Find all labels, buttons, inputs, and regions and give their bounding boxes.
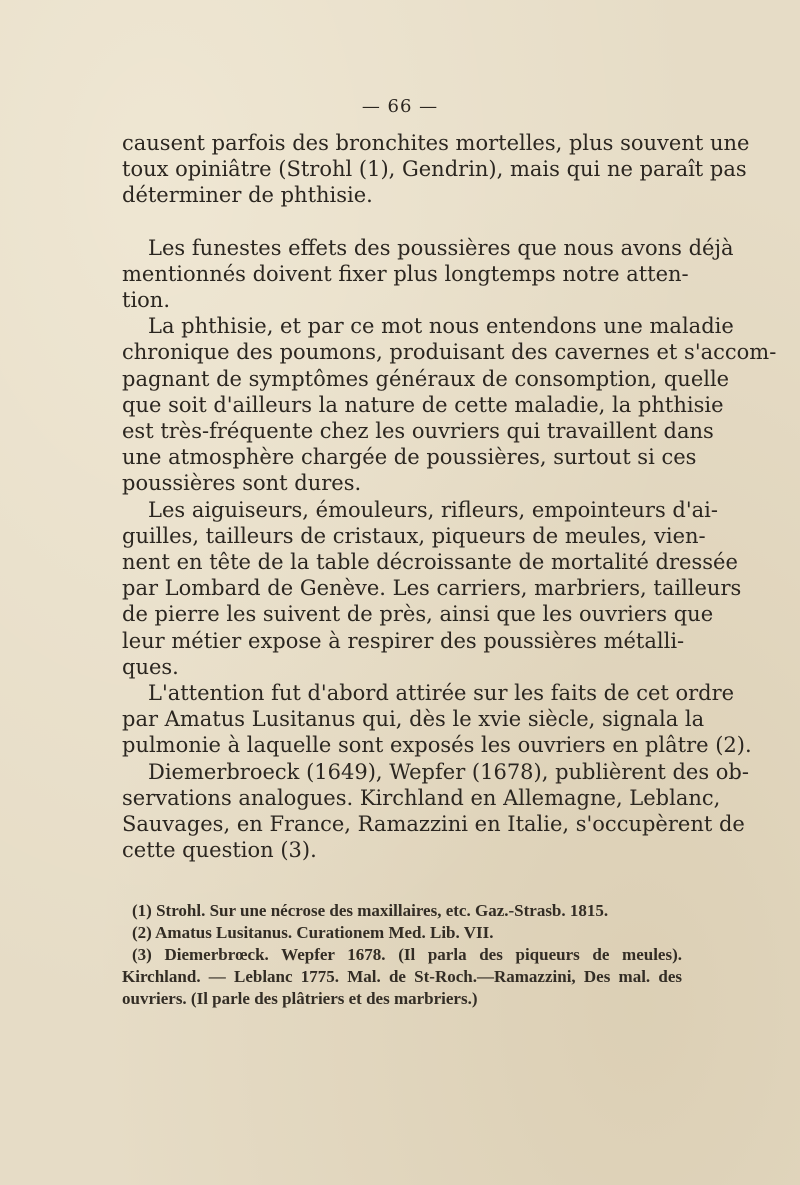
footnote: (3) Diemerbrœck. Wepfer 1678. (Il parla des piqueurs de meules). — [132, 945, 682, 964]
text-line: L'attention fut d'abord attirée sur les faits de cet ordre — [148, 681, 735, 706]
paragraph-5 — [122, 680, 752, 759]
text-line: Sauvages, en France, Ramazzini en Italie, s'occupèrent de — [122, 812, 745, 837]
text-line: nent en tête de la table décroissante de mortalité dressée — [122, 550, 738, 575]
text-line: causent parfois des bronchites mortelles, plus souvent une — [122, 131, 750, 155]
text-line: leur métier expose à respirer des poussières métalli- — [122, 628, 685, 653]
paragraph-2 — [122, 235, 734, 314]
text-line: ques. — [122, 654, 179, 679]
text-line: La phthisie, et par ce mot nous entendons une maladie — [148, 314, 734, 339]
text-line: de pierre les suivent de près, ainsi que les ouvriers que — [122, 602, 714, 627]
paragraph-4 — [122, 497, 742, 680]
text-line: que soit d'ailleurs la nature de cette maladie, la phthisie — [122, 392, 724, 417]
paragraph-1 — [122, 130, 750, 209]
text-line: pulmonie à laquelle sont exposés les ouvriers en plâtre (2). — [122, 733, 752, 758]
text-line: servations analogues. Kirchland en Allemagne, Leblanc, — [122, 785, 721, 810]
text-line: cette question (3). — [122, 838, 317, 863]
footnote: (1) Strohl. Sur une nécrose des maxillaires, etc. Gaz.-Strasb. 1815. — [132, 901, 609, 920]
text-line: Les aiguiseurs, émouleurs, rifleurs, empointeurs d'ai- — [148, 497, 718, 522]
text-line: toux opiniâtre (Strohl (1), Gendrin), mais qui ne paraît pas — [122, 157, 747, 182]
text-line: pagnant de symptômes généraux de consomption, quelle — [122, 366, 730, 391]
paragraph-3 — [122, 313, 777, 496]
text-line: une atmosphère chargée de poussières, surtout si ces — [122, 445, 697, 470]
body-text — [122, 130, 777, 863]
page-number: — 66 — — [361, 96, 439, 117]
text-line: chronique des poumons, produisant des cavernes et s'accom- — [122, 340, 777, 365]
footnote-continuation: Kirchland. — Leblanc 1775. Mal. de St-Roch.—Ramazzini, Des mal. des — [122, 967, 682, 986]
text-line: Les funestes effets des poussières que nous avons déjà — [148, 235, 734, 260]
footnotes — [122, 900, 682, 1010]
text-line: Diemerbroeck (1649), Wepfer (1678), publièrent des ob- — [148, 759, 749, 784]
text-line: par Amatus Lusitanus qui, dès le xvie siècle, signala la — [122, 707, 705, 732]
text-line: tion. — [122, 288, 170, 313]
text-line: poussières sont dures. — [122, 471, 362, 496]
footnote: (2) Amatus Lusitanus. Curationem Med. Lib. VII. — [132, 923, 494, 942]
footnote-continuation: ouvriers. (Il parle des plâtriers et des marbriers.) — [122, 989, 478, 1008]
text-line: déterminer de phthisie. — [122, 183, 373, 208]
text-line: par Lombard de Genève. Les carriers, marbriers, tailleurs — [122, 576, 742, 601]
text-line: guilles, tailleurs de cristaux, piqueurs de meules, vien- — [122, 523, 706, 548]
paragraph-6 — [122, 759, 749, 864]
text-line: mentionnés doivent fixer plus longtemps notre atten- — [122, 261, 689, 286]
text-line: est très-fréquente chez les ouvriers qui travaillent dans — [122, 419, 714, 444]
